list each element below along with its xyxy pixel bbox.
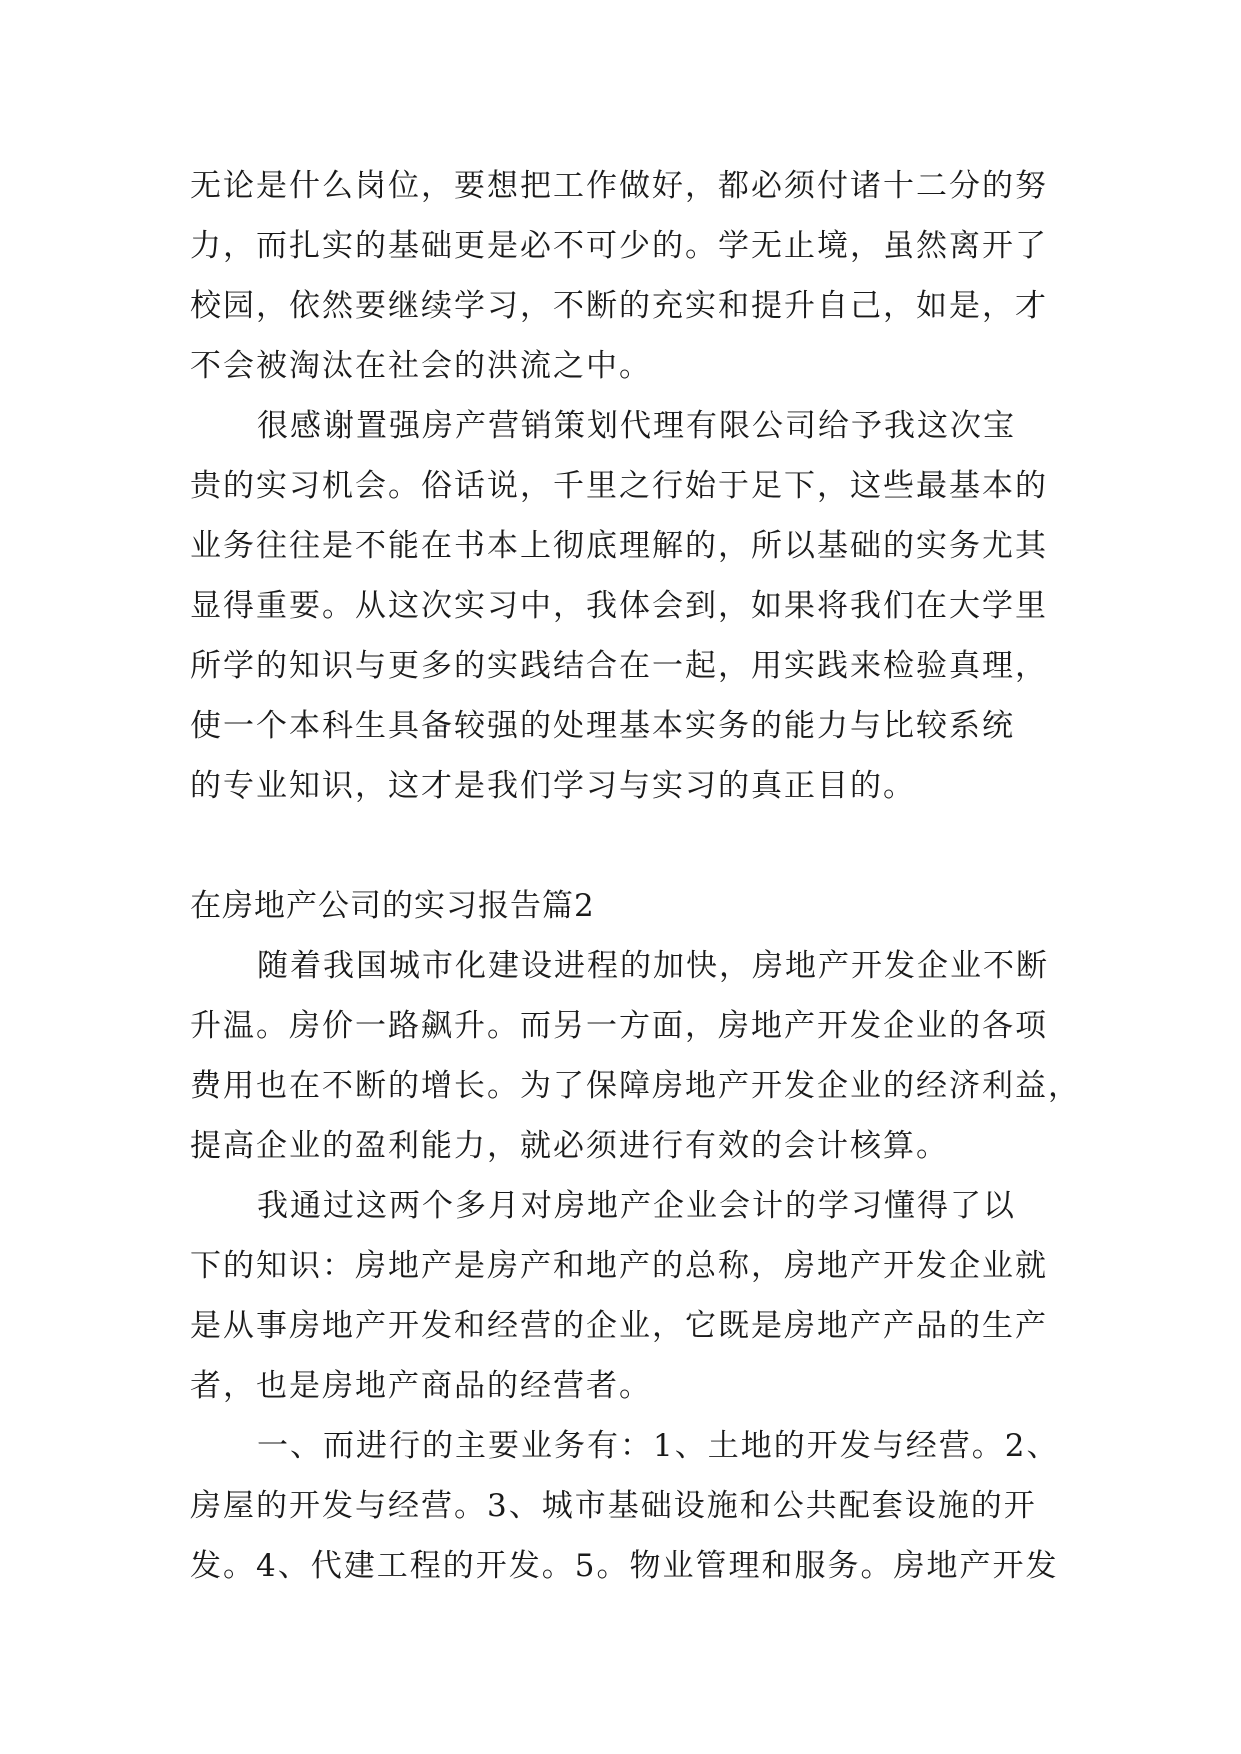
paragraph-2-line-5: 所学的知识与更多的实践结合在一起，用实践来检验真理， <box>190 648 1048 684</box>
paragraph-4-line-4: 者，也是房地产商品的经营者。 <box>190 1368 652 1404</box>
paragraph-3-line-1: 随着我国城市化建设进程的加快，房地产开发企业不断 <box>257 948 1049 984</box>
paragraph-4-line-1: 我通过这两个多月对房地产企业会计的学习懂得了以 <box>257 1188 1016 1224</box>
paragraph-3-line-2: 升温。房价一路飙升。而另一方面，房地产开发企业的各项 <box>190 1008 1048 1044</box>
paragraph-4-line-2: 下的知识：房地产是房产和地产的总称，房地产开发企业就 <box>190 1248 1048 1284</box>
section-title: 在房地产公司的实习报告篇2 <box>190 888 595 924</box>
paragraph-2-line-3: 业务往往是不能在书本上彻底理解的，所以基础的实务尤其 <box>190 528 1048 564</box>
paragraph-2-line-7: 的专业知识，这才是我们学习与实习的真正目的。 <box>190 768 916 804</box>
paragraph-2-line-2: 贵的实习机会。俗话说，千里之行始于足下，这些最基本的 <box>190 468 1048 504</box>
paragraph-2-line-1: 很感谢置强房产营销策划代理有限公司给予我这次宝 <box>257 408 1016 444</box>
paragraph-1-line-4: 不会被淘汰在社会的洪流之中。 <box>190 348 652 384</box>
paragraph-3-line-3: 费用也在不断的增长。为了保障房地产开发企业的经济利益， <box>190 1068 1081 1104</box>
paragraph-3-line-4: 提高企业的盈利能力，就必须进行有效的会计核算。 <box>190 1128 949 1164</box>
paragraph-5-line-1: 一、而进行的主要业务有：1、土地的开发与经营。2、 <box>257 1428 1060 1464</box>
paragraph-1-line-1: 无论是什么岗位，要想把工作做好，都必须付诸十二分的努 <box>190 168 1048 204</box>
paragraph-1-line-3: 校园，依然要继续学习，不断的充实和提升自己，如是，才 <box>190 288 1048 324</box>
paragraph-2-line-6: 使一个本科生具备较强的处理基本实务的能力与比较系统 <box>190 708 1015 744</box>
paragraph-1-line-2: 力，而扎实的基础更是必不可少的。学无止境，虽然离开了 <box>190 228 1048 264</box>
paragraph-5-line-3: 发。4、代建工程的开发。5。物业管理和服务。房地产开发 <box>190 1548 1059 1584</box>
paragraph-4-line-3: 是从事房地产开发和经营的企业，它既是房地产产品的生产 <box>190 1308 1048 1344</box>
paragraph-5-line-2: 房屋的开发与经营。3、城市基础设施和公共配套设施的开 <box>190 1488 1037 1524</box>
paragraph-2-line-4: 显得重要。从这次实习中，我体会到，如果将我们在大学里 <box>190 588 1048 624</box>
